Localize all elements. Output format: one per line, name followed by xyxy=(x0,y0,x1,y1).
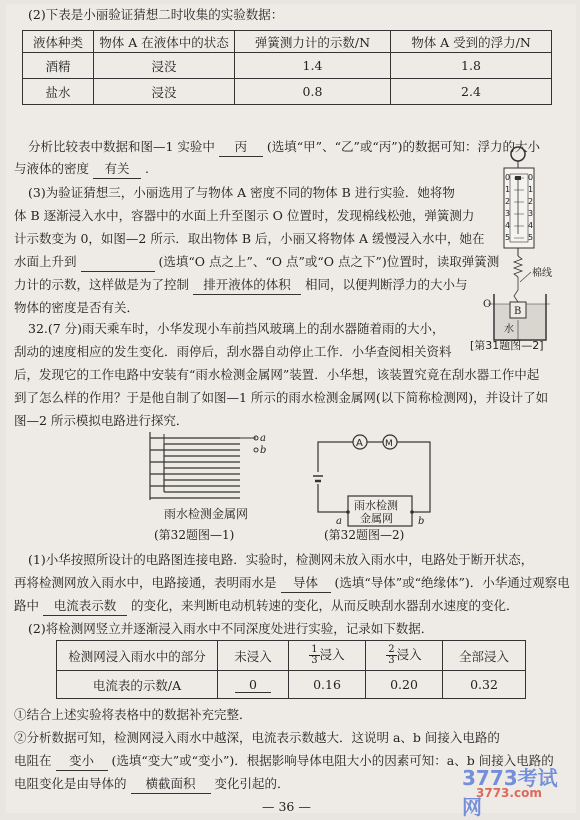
part1-line2: 再将检测网放入雨水中，电路接通，表明雨水是 导体 (选填“导体”或“绝缘体”)．小华通过观察电 xyxy=(14,574,570,593)
table1-header: 物体 A 在液体中的状态 xyxy=(94,31,235,53)
scale-label: 2 xyxy=(505,197,511,206)
figure32-1-caption: (第32题图—1) xyxy=(154,528,235,542)
scale-label: 4 xyxy=(528,221,534,230)
cotton-thread-label: 棉线 xyxy=(532,268,552,279)
scale-label: 0 xyxy=(528,173,534,182)
figure32-2-caption: (第32题图—2) xyxy=(324,528,405,542)
table2-header: 未浸入 xyxy=(218,641,289,671)
q32-line2: 刮动的速度相应的发生变化．雨停后，刮水器自动停止工作．小华查阅相关资料 xyxy=(14,344,452,359)
answer-blank: 有关 xyxy=(93,160,141,179)
circuit-box-label-line1: 雨水检测 xyxy=(354,499,398,512)
table2-header: $\frac{2}{3}$ 浸入 xyxy=(366,641,443,671)
answer-blank: 横截面积 xyxy=(131,775,211,794)
terminal-a-label: a xyxy=(260,433,266,444)
scale-label: 3 xyxy=(528,209,534,218)
part2-line1: (2)将检测网竖立并逐渐浸入雨水中不同深度处进行实验，记录如下数据． xyxy=(28,621,434,636)
mesh-label: 雨水检测金属网 xyxy=(164,507,249,521)
circuit-figure xyxy=(314,430,444,530)
para2-line5: 力计的示数，这样做是为了控制 排开液体的体积 相同，以便判断浮力的大小与 xyxy=(14,276,468,295)
o-point-label: O xyxy=(483,299,492,310)
spring-scale-figure xyxy=(474,144,564,354)
note2: ②分析数据可知，检测网浸入雨水中越深，电流表示数越大．这说明 a、b 间接入电路的 xyxy=(14,730,500,745)
note1: ①结合上述实验将表格中的数据补充完整． xyxy=(14,707,252,722)
q32-line4: 到了怎么样的作用？于是他自制了如图—1 所示的雨水检测金属网(以下简称检测网)，并设计了如 xyxy=(14,390,549,405)
note4: 电阻变化是由导体的 横截面积 变化引起的． xyxy=(14,775,290,794)
q32-line1: 32.(7 分)雨天乘车时，小华发现小车前挡风玻璃上的刮水器随着雨的大小， xyxy=(28,321,445,336)
answer-blank: 丙 xyxy=(219,138,263,157)
exam-page xyxy=(6,4,576,819)
part1-line3: 路中 电流表示数 的变化，来判断电动机转速的变化，从而反映刮水器刮水速度的变化． xyxy=(14,597,519,616)
answer-blank: 变小 xyxy=(56,752,108,771)
part1-line1: (1)小华按照所设计的电路图连接电路．实验时，检测网未放入雨水中，电路处于断开状态， xyxy=(28,552,534,567)
answer-blank: 排开液体的体积 xyxy=(193,276,301,295)
motor-symbol: M xyxy=(385,439,393,449)
scale-label: 1 xyxy=(528,185,534,194)
table1-header: 液体种类 xyxy=(23,31,94,53)
scale-label: 5 xyxy=(505,233,511,242)
metal-mesh-figure xyxy=(144,430,267,510)
para1-line2: 与液体的密度 有关 . xyxy=(14,160,149,179)
float-data-table xyxy=(22,30,552,105)
table-row: 酒精 浸没 1.4 1.8 xyxy=(23,53,552,79)
terminal-b-label: b xyxy=(260,445,267,456)
scale-label: 4 xyxy=(505,221,511,230)
table2-header: $\frac{1}{3}$ 浸入 xyxy=(289,641,366,671)
object-b-label: B xyxy=(514,306,522,317)
answer-blank: 导体 xyxy=(281,574,331,593)
para2-line2: 体 B 逐渐浸入水中，容器中的水面上升至图示 O 位置时，发现棉线松弛，弹簧测力 xyxy=(14,208,475,223)
circuit-terminal-a: a xyxy=(336,516,342,527)
para1-line1: 分析比较表中数据和图—1 实验中 丙 (选填“甲”、“乙”或“丙”)的数据可知：浮力的大小 xyxy=(28,138,540,157)
table2-header: 全部浸入 xyxy=(443,641,526,671)
answer-blank xyxy=(81,253,155,272)
table-row: 电流表的示数/A 0 0.16 0.20 0.32 xyxy=(57,671,526,699)
scale-label: 3 xyxy=(505,209,511,218)
scale-label: 1 xyxy=(505,185,511,194)
para2-line1: (3)为验证猜想三，小丽选用了与物体 A 密度不同的物体 B 进行实验．她将物 xyxy=(28,185,455,200)
current-data-table xyxy=(56,640,526,699)
figure31-caption: [第31题图—2] xyxy=(470,339,544,352)
answer-blank: 电流表示数 xyxy=(43,597,127,616)
circuit-terminal-b: b xyxy=(418,516,425,527)
table1-header: 物体 A 受到的浮力/N xyxy=(391,31,552,53)
scale-label: 0 xyxy=(505,173,511,182)
q31-part2-intro: (2)下表是小丽验证猜想二时收集的实验数据： xyxy=(28,7,284,22)
note3: 电阻在 变小 (选填“变大”或“变小”)．根据影响导体电阻大小的因素可知：a、b 间接入电路的 xyxy=(14,752,554,771)
q32-line5: 图—2 所示模拟电路进行探究． xyxy=(14,413,189,428)
table1-header: 弹簧测力计的示数/N xyxy=(235,31,391,53)
page-number: — 36 — xyxy=(262,799,311,814)
answer-blank: 0 xyxy=(235,677,271,693)
ammeter-symbol: A xyxy=(356,438,363,449)
table-row: 盐水 浸没 0.8 2.4 xyxy=(23,79,552,105)
q32-line3: 后，发现它的工作电路中安装有“雨水检测金属网”装置．小华想，该装置究竟在刮水器工作中起 xyxy=(14,367,540,382)
scale-label: 5 xyxy=(528,233,534,242)
table2-header: 检测网浸入雨水中的部分 xyxy=(57,641,218,671)
watermark-logo: 3773考试网 xyxy=(462,766,558,819)
circuit-box-label-line2: 金属网 xyxy=(360,512,393,525)
para2-line4: 水面上升到 (选填“O 点之上”、“O 点”或“O 点之下”)位置时，读取弹簧测 xyxy=(14,253,499,272)
para2-line3: 计示数变为 0，如图—2 所示．取出物体 B 后，小丽又将物体 A 缓慢浸入水中，她在 xyxy=(14,231,485,246)
para2-line6: 物体的密度是否有关． xyxy=(14,300,140,315)
water-label: 水 xyxy=(504,324,514,335)
scale-label: 2 xyxy=(528,197,534,206)
watermark-url: 3773.com xyxy=(476,786,542,800)
